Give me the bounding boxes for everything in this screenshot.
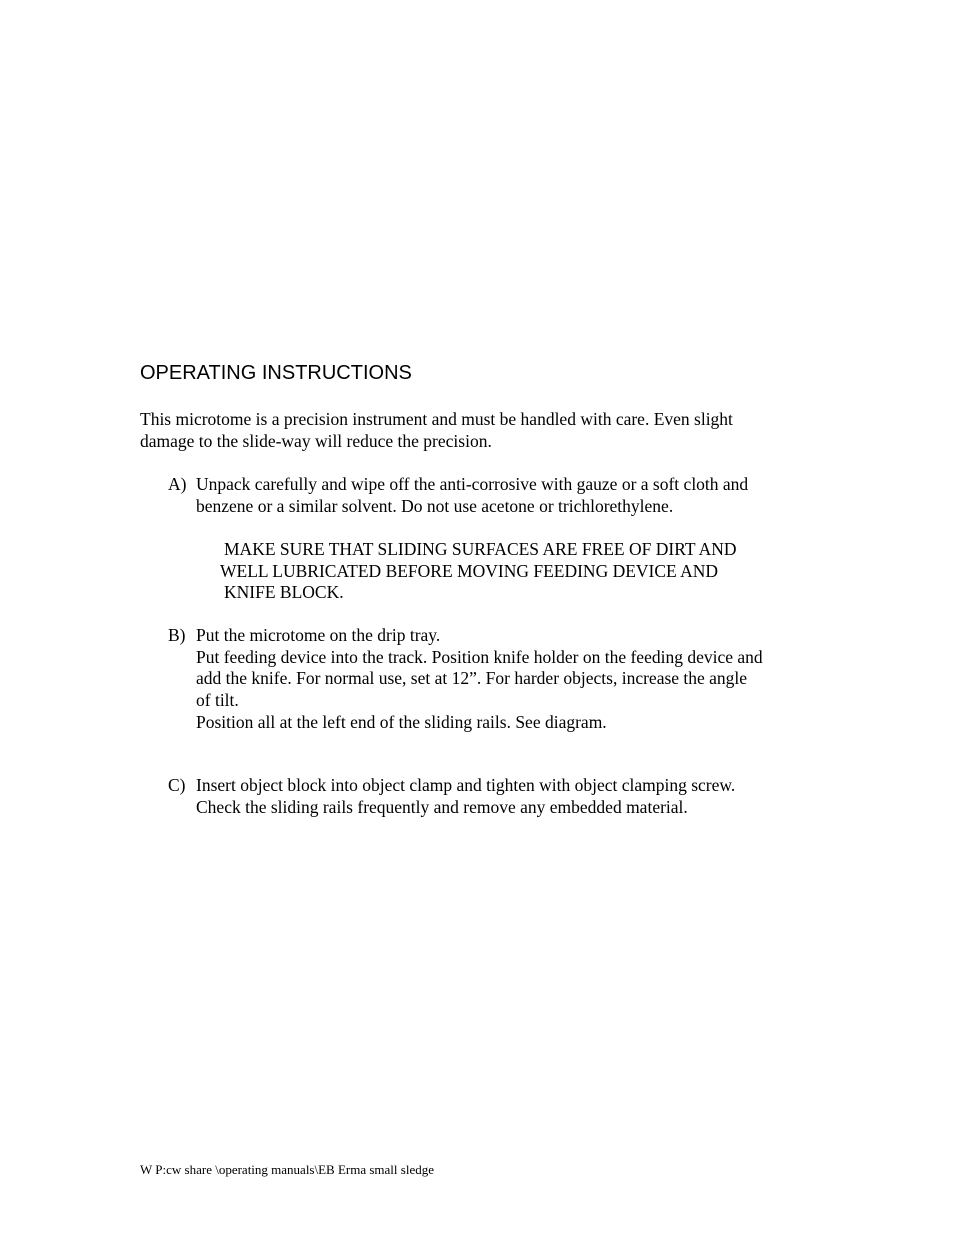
item-body: [196, 775, 735, 818]
item-line: Put feeding device into the track. Position knife holder on the feeding device and: [196, 646, 763, 667]
footer-file-path: W P:cw share \operating manuals\EB Erma small sledge: [140, 1162, 434, 1177]
item-line: Put the microtome on the drip tray.: [196, 625, 441, 645]
item-body: [196, 625, 763, 734]
warning-line: WELL LUBRICATED BEFORE MOVING FEEDING DEVICE AND: [220, 560, 719, 581]
item-line: Check the sliding rails frequently and remove any embedded material.: [196, 796, 688, 817]
intro-line: This microtome is a precision instrument and must be handled with care. Even slight: [140, 409, 733, 429]
item-line: Position all at the left end of the sliding rails. See diagram.: [196, 711, 607, 732]
item-line: Insert object block into object clamp and tighten with object clamping screw.: [196, 775, 736, 795]
item-marker: C): [168, 775, 186, 795]
item-line: add the knife. For normal use, set at 12”. For harder objects, increase the angle: [196, 668, 748, 689]
intro-paragraph: [140, 409, 733, 452]
item-line: benzene or a similar solvent. Do not use acetone or trichlorethylene.: [196, 495, 674, 516]
intro-line: damage to the slide-way will reduce the precision.: [140, 430, 492, 451]
item-marker: A): [168, 474, 187, 494]
item-marker: B): [168, 625, 186, 645]
warning-line: KNIFE BLOCK.: [224, 582, 344, 603]
warning-line: MAKE SURE THAT SLIDING SURFACES ARE FREE OF DIRT AND: [224, 539, 737, 559]
item-line: of tilt.: [196, 690, 239, 711]
warning-block: [220, 539, 737, 604]
item-line: Unpack carefully and wipe off the anti-corrosive with gauze or a soft cloth and: [196, 474, 749, 494]
page-title: OPERATING INSTRUCTIONS: [140, 362, 412, 384]
item-body: [196, 474, 748, 517]
